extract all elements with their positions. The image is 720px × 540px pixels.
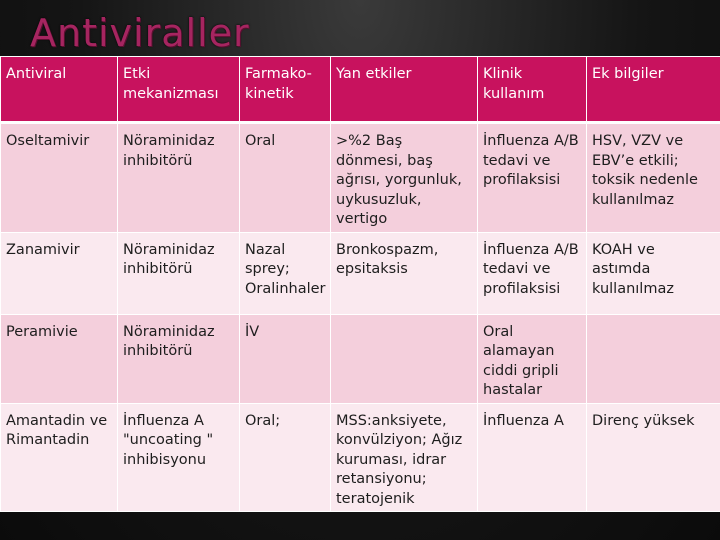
cell-clinical-use: Oral alamayan ciddi gripli hastalar: [478, 314, 587, 403]
table-header-row: [1, 57, 720, 123]
cell-antiviral: Amantadin ve Rimantadin: [1, 403, 118, 512]
cell-antiviral: Zanamivir: [1, 232, 118, 314]
cell-additional-info: Direnç yüksek: [587, 403, 720, 512]
slide-title: Antiviraller: [30, 11, 250, 55]
cell-mechanism: Nöraminidaz inhibitörü: [118, 314, 240, 403]
cell-pharmacokinetics: Nazal sprey; Oralinhaler: [240, 232, 331, 314]
cell-clinical-use: İnfluenza A: [478, 403, 587, 512]
cell-side-effects: >%2 Baş dönmesi, baş ağrısı, yorgunluk, uykusuzluk, vertigo: [331, 123, 478, 233]
cell-clinical-use: İnfluenza A/B tedavi ve profilaksisi: [478, 232, 587, 314]
header-additional-info: Ek bilgiler: [587, 57, 720, 123]
table-row: [1, 403, 720, 512]
cell-pharmacokinetics: Oral;: [240, 403, 331, 512]
header-side-effects: Yan etkiler: [331, 57, 478, 123]
cell-side-effects: [331, 314, 478, 403]
antiviral-table: [0, 56, 720, 512]
cell-side-effects: MSS:anksiyete, konvülziyon; Ağız kuruması, idrar retansiyonu; teratojenik: [331, 403, 478, 512]
cell-antiviral: Peramivie: [1, 314, 118, 403]
cell-antiviral: Oseltamivir: [1, 123, 118, 233]
header-clinical-use: Klinik kullanım: [478, 57, 587, 123]
header-pharmacokinetics: Farmako-kinetik: [240, 57, 331, 123]
cell-additional-info: KOAH ve astımda kullanılmaz: [587, 232, 720, 314]
cell-mechanism: Nöraminidaz inhibitörü: [118, 123, 240, 233]
cell-side-effects: Bronkospazm, epsitaksis: [331, 232, 478, 314]
table-row: [1, 232, 720, 314]
cell-pharmacokinetics: Oral: [240, 123, 331, 233]
header-antiviral: Antiviral: [1, 57, 118, 123]
cell-pharmacokinetics: İV: [240, 314, 331, 403]
cell-clinical-use: İnfluenza A/B tedavi ve profilaksisi: [478, 123, 587, 233]
cell-mechanism: Nöraminidaz inhibitörü: [118, 232, 240, 314]
cell-additional-info: HSV, VZV ve EBV’e etkili; toksik nedenle kullanılmaz: [587, 123, 720, 233]
cell-mechanism: İnfluenza A "uncoating " inhibisyonu: [118, 403, 240, 512]
table-row: [1, 123, 720, 233]
header-mechanism: Etki mekanizması: [118, 57, 240, 123]
table-row: [1, 314, 720, 403]
cell-additional-info: [587, 314, 720, 403]
